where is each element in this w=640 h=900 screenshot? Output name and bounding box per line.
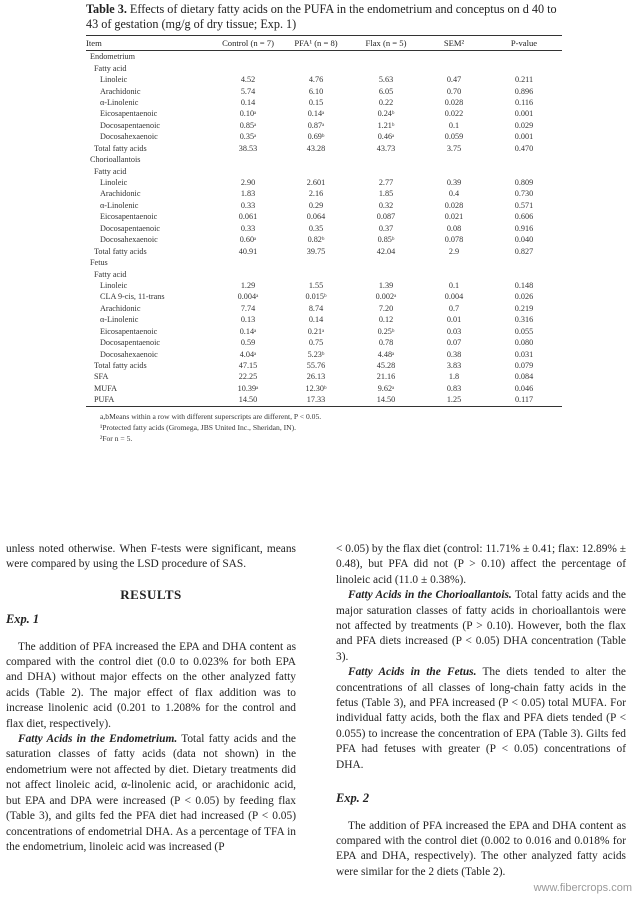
table-cell: 0.21ᵃ	[307, 326, 325, 336]
row-label: Arachidonic	[100, 86, 141, 96]
table-cell: 39.75	[306, 246, 326, 256]
table-cell: 8.74	[308, 303, 324, 313]
row-label: Fatty acid	[94, 63, 127, 73]
table-cell: 5.63	[378, 75, 394, 85]
table-row	[86, 394, 562, 406]
table-cell: 0.080	[514, 338, 534, 348]
table-cell: 0.33	[240, 200, 256, 210]
row-label: Docosahexaenoic	[100, 132, 158, 142]
table-cell	[486, 165, 562, 176]
table-cell: 0.39	[446, 178, 462, 188]
results-heading: RESULTS	[120, 586, 182, 602]
endometrium-continuation: < 0.05) by the flax diet (control: 11.71% ± 0.41; flax: 12.89% ± 0.48), but PFA did not (P > 0.10) affect the percentage of linoleic acid (11.0 ± 0.38%).	[336, 543, 626, 586]
table-cell: 0.061	[238, 212, 258, 222]
right-text-column	[336, 542, 626, 880]
table-cell: 0.571	[514, 200, 534, 210]
table-cell: 4.52	[240, 75, 256, 85]
row-label: Total fatty acids	[94, 143, 147, 153]
table-cell	[214, 257, 282, 268]
header-pvalue: P-value	[486, 36, 562, 51]
left-text-column	[6, 542, 296, 855]
table-cell: 1.21ᵇ	[377, 120, 395, 130]
row-label: Eicosapentaenoic	[100, 326, 158, 336]
footnote-pfa: ¹Protected fatty acids (Gromega, JBS United Inc., Sheridan, IN).	[100, 422, 297, 432]
table-cell: 0.022	[444, 109, 464, 119]
methods-continuation: unless noted otherwise. When F-tests were significant, means were compared by using the LSD procedure of SAS.	[6, 543, 296, 571]
table-cell: 10.39ᵃ	[237, 383, 259, 393]
table-row	[86, 97, 562, 108]
table-cell: 40.91	[238, 246, 258, 256]
table-cell: 0.827	[514, 246, 534, 256]
endometrium-paragraph	[6, 732, 296, 855]
table-cell	[486, 51, 562, 63]
footnote-superscripts: a,bMeans within a row with different superscripts are different, P < 0.05.	[100, 411, 322, 421]
row-label: Docosapentaenoic	[100, 223, 161, 233]
table-cell: 0.87ᵃ	[307, 120, 325, 130]
table-row	[86, 257, 562, 268]
table-row	[86, 245, 562, 256]
table-cell	[214, 154, 282, 165]
table-cell: 0.116	[514, 97, 534, 107]
endometrium-runhead: Fatty Acids in the Endometrium.	[18, 733, 178, 746]
watermark: www.fibercrops.com	[533, 882, 632, 894]
table-cell: 0.916	[514, 223, 534, 233]
table-footnotes	[86, 411, 566, 444]
table-cell: 0.004	[444, 292, 464, 302]
row-label: Arachidonic	[100, 189, 141, 199]
table-cell: 4.04ᵃ	[239, 349, 257, 359]
table-cell: 0.064	[306, 212, 326, 222]
table-cell: 0.4	[448, 189, 460, 199]
table-cell: 47.15	[238, 361, 258, 371]
row-label: Eicosapentaenoic	[100, 212, 158, 222]
table-cell: 7.74	[240, 303, 256, 313]
table-cell: 6.05	[378, 86, 394, 96]
fetus-runhead: Fatty Acids in the Fetus.	[348, 666, 477, 679]
table-row	[86, 234, 562, 245]
table-cell: 0.470	[514, 143, 534, 153]
table-cell: 0.14ᵃ	[239, 326, 257, 336]
table-cell: 2.601	[306, 178, 326, 188]
table-cell: 55.76	[306, 361, 326, 371]
table-cell	[422, 154, 486, 165]
row-label: Linoleic	[100, 75, 128, 85]
header-flax: Flax (n = 5)	[350, 36, 422, 51]
table-cell: 0.78	[378, 338, 394, 348]
table-cell: 0.031	[514, 349, 534, 359]
table-cell	[486, 257, 562, 268]
table-row	[86, 177, 562, 188]
table-cell: 0.10ᵃ	[239, 109, 257, 119]
exp1-paragraph: The addition of PFA increased the EPA and DHA content as compared with the control diet (0.0 to 0.023% for both EPA and DHA) without major effects on the other analyzed fatty acids (Table 2). The major effect of flax addition was to increase linolenic acid (0.201 to 1.208% for the control and flax diet, respectively).	[6, 640, 296, 730]
table-cell: 0.01	[446, 315, 462, 325]
table-cell: 2.16	[308, 189, 324, 199]
row-label: Total fatty acids	[94, 246, 147, 256]
table-cell: 5.23ᵇ	[307, 349, 325, 359]
row-label: Docosahexaenoic	[100, 235, 158, 245]
table-cell: 0.211	[514, 75, 534, 85]
table-row	[86, 51, 562, 63]
table-row	[86, 131, 562, 142]
row-label: Fetus	[90, 258, 108, 268]
row-label: Fatty acid	[94, 166, 127, 176]
table-cell: 22.25	[238, 372, 258, 382]
table-cell: 12.30ᵇ	[305, 383, 327, 393]
table-cell	[350, 165, 422, 176]
header-sem: SEM²	[422, 36, 486, 51]
table-cell: 0.896	[514, 86, 534, 96]
table-cell: 0.08	[446, 223, 462, 233]
table-cell: 4.76	[308, 75, 324, 85]
table-cell: 9.62ᵃ	[377, 383, 395, 393]
table-cell: 0.004ᵃ	[237, 292, 259, 302]
table-cell: 0.028	[444, 97, 464, 107]
table-row	[86, 165, 562, 176]
table-cell: 0.029	[514, 120, 534, 130]
row-label: α-Linolenic	[100, 97, 139, 107]
row-label: Fatty acid	[94, 269, 127, 279]
row-label: SFA	[94, 372, 109, 382]
table-cell: 0.078	[444, 235, 464, 245]
table-cell: 0.83	[446, 383, 462, 393]
table-cell: 0.606	[514, 212, 534, 222]
table-cell: 1.39	[378, 280, 394, 290]
table-cell: 0.37	[378, 223, 394, 233]
table-row	[86, 314, 562, 325]
table-cell: 1.8	[448, 372, 460, 382]
table-cell	[350, 257, 422, 268]
row-label: MUFA	[94, 383, 118, 393]
table-cell	[282, 62, 350, 73]
table-caption-text: Effects of dietary fatty acids on the PUFA in the endometrium and conceptus on d 40 to 43 of gestation (mg/g of dry tissue; Exp. 1)	[86, 2, 557, 31]
table-cell: 43.73	[376, 143, 396, 153]
table-row	[86, 371, 562, 382]
table-cell: 0.026	[514, 292, 534, 302]
table-cell	[422, 165, 486, 176]
table-cell: 0.7	[448, 303, 460, 313]
row-label: α-Linolenic	[100, 200, 139, 210]
table-cell: 0.079	[514, 361, 534, 371]
table-cell: 0.60ᵃ	[239, 235, 257, 245]
table-row	[86, 291, 562, 302]
table-cell: 0.85ᵃ	[239, 120, 257, 130]
table-cell	[422, 51, 486, 63]
table-cell: 5.74	[240, 86, 256, 96]
table-cell	[350, 62, 422, 73]
table-cell: 2.90	[240, 178, 256, 188]
table-row	[86, 280, 562, 291]
table-cell: 0.14ᵃ	[307, 109, 325, 119]
table-caption	[86, 2, 566, 32]
table-cell: 3.75	[446, 143, 462, 153]
table-row	[86, 120, 562, 131]
table-cell: 0.001	[514, 132, 534, 142]
table-cell: 0.15	[308, 97, 324, 107]
table-cell: 0.1	[448, 120, 460, 130]
endometrium-text: Total fatty acids and the saturation classes of fatty acids (data not shown) in the endometrium were not affected by diet. Dietary treatments did not affect linoleic acid, α-linolenic acid, or arachidonic acid, but EPA and DPA were increased (P < 0.05) by feeding flax (Table 3), and gilts fed the PFA diet had increased (P < 0.05) concentrations of endometrial DHA. As a percentage of TFA in the endometrium, linoleic acid was increased (P	[6, 733, 296, 853]
table-cell: 0.001	[514, 109, 534, 119]
table-cell: 0.35ᵃ	[239, 132, 257, 142]
table-cell: 0.059	[444, 132, 464, 142]
table-row	[86, 143, 562, 154]
table-cell: 14.50	[350, 394, 422, 406]
table-cell: 0.002ᵃ	[375, 292, 397, 302]
table-cell: 42.04	[376, 246, 396, 256]
table-cell: 0.33	[240, 223, 256, 233]
row-label: Total fatty acids	[94, 361, 147, 371]
table-cell: 21.16	[376, 372, 396, 382]
header-item: Item	[86, 36, 214, 51]
table-cell	[350, 154, 422, 165]
table-cell	[282, 51, 350, 63]
fetus-paragraph	[336, 665, 626, 773]
table-cell: 0.29	[308, 200, 324, 210]
table-row	[86, 383, 562, 394]
table-cell	[214, 51, 282, 63]
table-cell	[214, 268, 282, 279]
table-cell: 0.13	[240, 315, 256, 325]
table-cell: 0.021	[444, 212, 464, 222]
table-row	[86, 74, 562, 85]
chorioallantois-runhead: Fatty Acids in the Chorioallantois.	[348, 589, 512, 602]
table-row	[86, 223, 562, 234]
table-cell: 43.28	[306, 143, 326, 153]
exp1-heading: Exp. 1	[6, 612, 40, 627]
table-cell: 1.85	[378, 189, 394, 199]
table-cell: 0.70	[446, 86, 462, 96]
table-cell: 0.14	[308, 315, 324, 325]
table-cell: 0.148	[514, 280, 534, 290]
row-label: Endometrium	[90, 52, 136, 62]
table-cell: 1.55	[308, 280, 324, 290]
table-cell: 1.83	[240, 189, 256, 199]
row-label: Docosapentaenoic	[100, 338, 161, 348]
table-row	[86, 200, 562, 211]
table-cell: 0.730	[514, 189, 534, 199]
table-cell: 0.046	[514, 383, 534, 393]
table-cell: 26.13	[306, 372, 326, 382]
table-cell: 0.084	[514, 372, 534, 382]
table-cell: 0.35	[308, 223, 324, 233]
table-cell	[422, 257, 486, 268]
table-cell	[422, 268, 486, 279]
table-cell: 0.055	[514, 326, 534, 336]
table-cell: 0.07	[446, 338, 462, 348]
row-label: Eicosapentaenoic	[100, 109, 158, 119]
table-cell: 0.59	[240, 338, 256, 348]
row-label: Linoleic	[100, 280, 128, 290]
row-label: Chorioallantois	[90, 155, 141, 165]
row-label: α-Linolenic	[100, 315, 139, 325]
table-cell: 2.77	[378, 178, 394, 188]
table-cell: 0.809	[514, 178, 534, 188]
row-label: Docosahexaenoic	[100, 349, 158, 359]
table-cell	[282, 268, 350, 279]
table-cell: 2.9	[448, 246, 460, 256]
table-row	[86, 62, 562, 73]
table-cell: 3.83	[446, 361, 462, 371]
table-cell	[422, 62, 486, 73]
table-caption-label: Table 3.	[86, 2, 127, 16]
table-row	[86, 360, 562, 371]
table-cell	[486, 154, 562, 165]
data-table	[86, 35, 562, 407]
table-cell	[214, 165, 282, 176]
header-pfa: PFA¹ (n = 8)	[282, 36, 350, 51]
table-cell: 1.29	[240, 280, 256, 290]
table-cell: 6.10	[308, 86, 324, 96]
row-label: Linoleic	[100, 178, 128, 188]
table-cell: 0.316	[514, 315, 534, 325]
table-cell	[282, 154, 350, 165]
header-control: Control (n = 7)	[214, 36, 282, 51]
table-cell: 0.75	[308, 338, 324, 348]
table-cell	[486, 268, 562, 279]
table-cell: 0.03	[446, 326, 462, 336]
fetus-text: The diets tended to alter the concentrations of all classes of long-chain fatty acids in the fetus (Table 3), and PFA increased (P < 0.05) total MUFA. For individual fatty acids, both the flax and PFA diets tended (P < 0.055) to increase the concentration of EPA (Table 3). Gilts fed PFA had fetuses with greater (P < 0.05) concentrations of DHA.	[336, 666, 626, 771]
table-row	[86, 326, 562, 337]
table-cell: 0.028	[444, 200, 464, 210]
table-cell: 38.53	[238, 143, 258, 153]
exp2-heading: Exp. 2	[336, 791, 370, 806]
row-label: CLA 9-cis, 11-trans	[100, 292, 165, 302]
row-label: Docosapentaenoic	[100, 120, 161, 130]
table-row	[86, 108, 562, 119]
row-label: Arachidonic	[100, 303, 141, 313]
table-cell	[214, 62, 282, 73]
table-row	[86, 337, 562, 348]
table-row	[86, 303, 562, 314]
table-cell: 0.24ᵇ	[377, 109, 395, 119]
table-row	[86, 188, 562, 199]
table-cell: 17.33	[282, 394, 350, 406]
table-row	[86, 211, 562, 222]
chorioallantois-text: Total fatty acids and the major saturation classes of fatty acids in chorioallantois were not affected by treatments (P > 0.10). However, both the flax and PFA diets increased (P < 0.05) DHA concentration (Table 3).	[336, 589, 626, 663]
table-cell: 0.82ᵇ	[307, 235, 325, 245]
table-cell: 0.25ᵇ	[377, 326, 395, 336]
row-label: PUFA	[86, 394, 214, 406]
table-3	[86, 2, 566, 444]
table-cell: 0.47	[446, 75, 462, 85]
table-cell: 0.040	[514, 235, 534, 245]
table-cell: 4.48ᵃ	[377, 349, 395, 359]
chorioallantois-paragraph	[336, 588, 626, 665]
footnote-n: ²For n = 5.	[100, 433, 133, 443]
table-cell: 14.50	[214, 394, 282, 406]
table-cell: 0.087	[376, 212, 396, 222]
exp2-paragraph: The addition of PFA increased the EPA and DHA content as compared with the control diet (0.002 to 0.016 and 0.018% for EPA and DHA, respectively). The other analyzed fatty acids were similar for the 2 diets (Table 2).	[336, 819, 626, 878]
table-row	[86, 154, 562, 165]
table-cell	[350, 268, 422, 279]
table-cell: 0.14	[240, 97, 256, 107]
table-cell: 0.46ᵃ	[377, 132, 395, 142]
table-body	[86, 51, 562, 407]
table-header-row	[86, 36, 562, 51]
table-cell: 0.69ᵇ	[307, 132, 325, 142]
table-cell: 0.22	[378, 97, 394, 107]
table-cell: 0.015ᵇ	[305, 292, 327, 302]
table-cell	[282, 165, 350, 176]
table-cell	[486, 62, 562, 73]
table-cell: 0.38	[446, 349, 462, 359]
table-cell: 0.12	[378, 315, 394, 325]
table-cell	[350, 51, 422, 63]
table-cell: 45.28	[376, 361, 396, 371]
table-row	[86, 268, 562, 279]
table-row	[86, 348, 562, 359]
table-cell: 0.85ᵇ	[377, 235, 395, 245]
table-cell: 0.117	[486, 394, 562, 406]
table-cell: 1.25	[422, 394, 486, 406]
table-cell: 0.1	[448, 280, 460, 290]
table-row	[86, 85, 562, 96]
table-cell: 0.219	[514, 303, 534, 313]
table-cell: 0.32	[378, 200, 394, 210]
table-cell: 7.20	[378, 303, 394, 313]
table-cell	[282, 257, 350, 268]
